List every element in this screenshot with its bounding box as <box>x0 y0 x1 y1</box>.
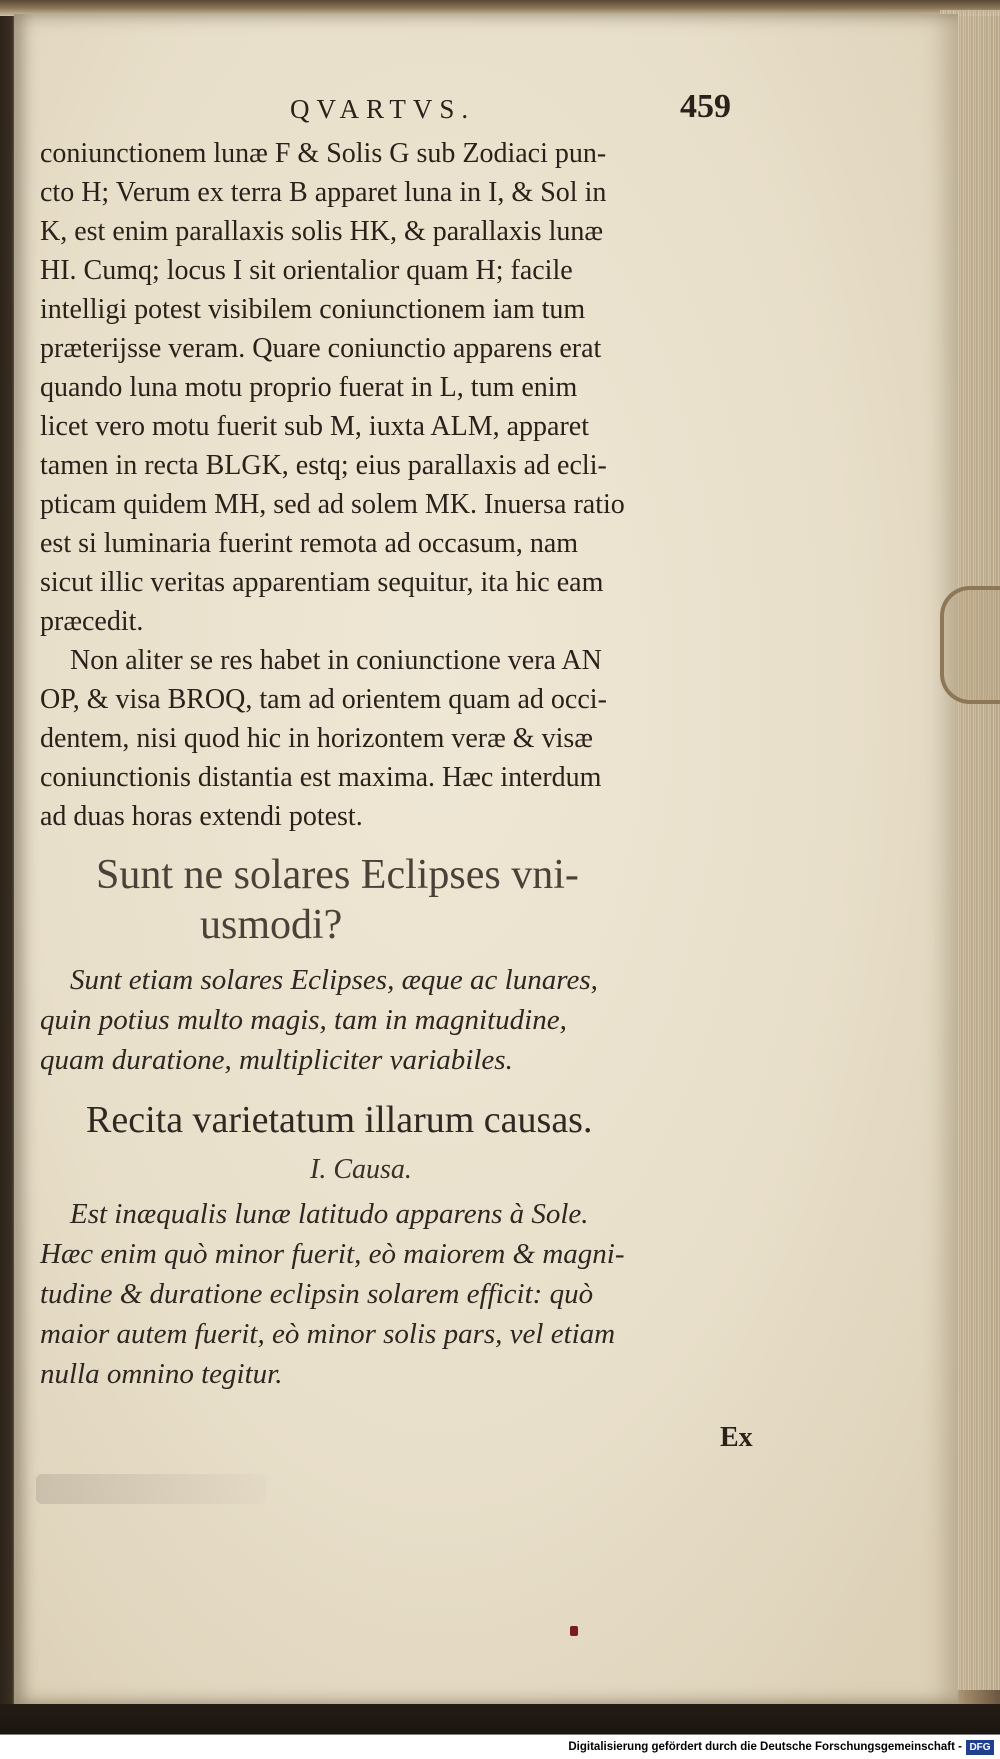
page-header <box>40 88 760 134</box>
text-line: HI. Cumq; locus I sit orientalior quam H; facile <box>40 255 573 286</box>
causa-label: I. Causa. <box>310 1154 412 1185</box>
heading-line: Sunt ne solares Eclipses vni- <box>96 852 579 898</box>
running-head: QVARTVS. <box>290 94 476 124</box>
text-line: ad duas horas extendi potest. <box>40 801 363 832</box>
text-line: quam duratione, multipliciter variabiles. <box>40 1044 513 1076</box>
text-line: OP, & visa BROQ, tam ad orientem quam ad occi- <box>40 684 607 715</box>
clasp-shadow <box>940 586 1000 704</box>
catchword: Ex <box>720 1422 753 1453</box>
dfg-logo: DFG <box>966 1740 994 1755</box>
recita-heading: Recita varietatum illarum causas. <box>86 1099 593 1141</box>
text-line: est si luminaria fuerint remota ad occasum, nam <box>40 528 579 559</box>
text-line: dentem, nisi quod hic in horizontem veræ & visæ <box>40 723 593 754</box>
text-line: maior autem fuerit, eò minor solis pars, vel etiam <box>40 1318 616 1350</box>
text-line: quin potius multo magis, tam in magnitudine, <box>40 1004 567 1036</box>
heading-line: usmodi? <box>200 902 343 948</box>
text-line: intelligi potest visibilem coniunctionem iam tum <box>40 294 586 325</box>
page-text <box>40 88 760 1466</box>
text-line: Non aliter se res habet in coniunctione vera AN <box>70 645 602 676</box>
answer-paragraph <box>40 960 760 1080</box>
digitization-credit: Digitalisierung gefördert durch die Deutsche Forschungsgemeinschaft - <box>568 1741 962 1753</box>
text-line: licet vero motu fuerit sub M, iuxta ALM, apparet <box>40 411 589 442</box>
text-line: cto H; Verum ex terra B apparet luna in I, & Sol in <box>40 177 607 208</box>
text-line: præcedit. <box>40 606 144 637</box>
paragraph-2 <box>40 641 760 836</box>
text-line: pticam quidem MH, sed ad solem MK. Inuersa ratio <box>40 489 625 520</box>
text-line: tudine & duratione eclipsin solarem efficit: quò <box>40 1278 594 1310</box>
paragraph-1 <box>40 134 760 641</box>
text-line: coniunctionis distantia est maxima. Hæc interdum <box>40 762 602 793</box>
ink-spot <box>570 1626 578 1636</box>
causa-paragraph <box>40 1194 760 1394</box>
text-line: præterijsse veram. Quare coniunctio apparens erat <box>40 333 602 364</box>
page-number: 459 <box>680 88 731 125</box>
text-line: quando luna motu proprio fuerat in L, tum enim <box>40 372 578 403</box>
text-line: K, est enim parallaxis solis HK, & parallaxis lunæ <box>40 216 604 247</box>
text-line: coniunctionem lunæ F & Solis G sub Zodiaci pun- <box>40 138 607 169</box>
catchword-row <box>40 1416 760 1466</box>
text-line: Sunt etiam solares Eclipses, æque ac lunares, <box>70 964 598 996</box>
text-line: tamen in recta BLGK, estq; eius parallaxis ad ecli- <box>40 450 607 481</box>
text-line: sicut illic veritas apparentiam sequitur, ita hic eam <box>40 567 604 598</box>
show-through-smudge <box>36 1474 266 1504</box>
question-heading <box>40 850 760 950</box>
text-line: Hæc enim quò minor fuerit, eò maiorem & magni- <box>40 1238 625 1270</box>
text-line: Est inæqualis lunæ latitudo apparens à Sole. <box>70 1198 589 1230</box>
text-line: nulla omnino tegitur. <box>40 1358 283 1390</box>
